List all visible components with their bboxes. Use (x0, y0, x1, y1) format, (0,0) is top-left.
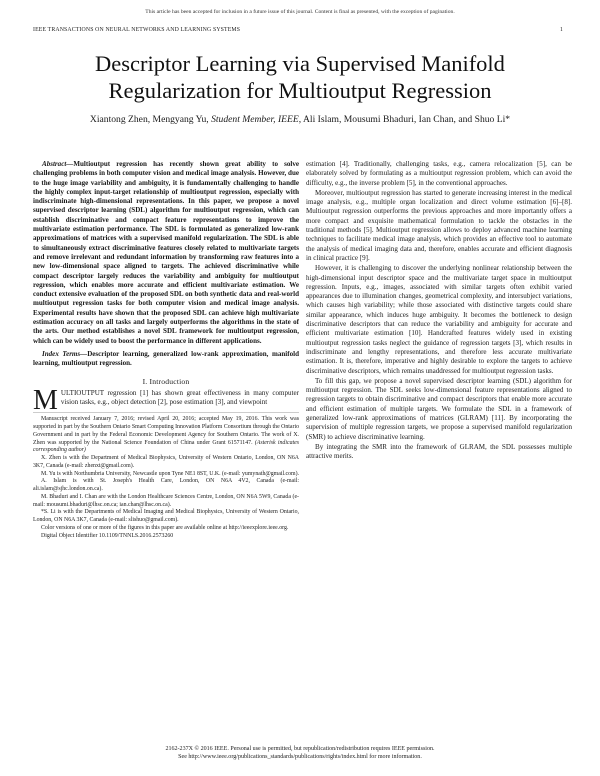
footnote-yu: M. Yu is with Northumbria University, Newcastle upon Tyne NE1 8ST, U.K. (e-mail: yumynath@gmail.com). (41, 470, 299, 477)
authors-membership: Student Member, IEEE (211, 114, 299, 125)
footnote-doi: Digital Object Identifier 10.1109/TNNLS.2016.2573260 (41, 532, 174, 539)
footnote-asterisk-note: (Asterisk indicates corresponding author) (33, 439, 299, 454)
authors-part-2: , Ali Islam, Mousumi Bhaduri, Ian Chan, and Shuo Li* (298, 114, 511, 125)
copyright-line-1: 2162-237X © 2016 IEEE. Personal use is permitted, but republication/redistribution requires IEEE permission. (165, 746, 435, 752)
intro-first-paragraph (33, 384, 299, 416)
footnote-received-text: Manuscript received January 7, 2016; revised April 20, 2016; accepted May 19, 2016. This work was supported in part by the Southern Ontario Smart Computing Innovation Platform Consortium through the Ontario Government and in part by the Federal Economic Development Agency for Southern Ontario. The work of X. Zhen was supported by the National Science Foundation of China under Grant 61571147. (33, 416, 299, 446)
footnote-li: *S. Li is with the Departments of Medical Imaging and Medical Biophysics, University of Western Ontario, London, ON N6A 3K7, Canada (e-mail: slishuo@gmail.com). (33, 509, 299, 524)
footnote-received (33, 416, 299, 455)
section-heading-introduction: I. Introduction (142, 376, 190, 386)
intro-first-text: ULTIOUTPUT regression [1] has shown great effectiveness in many computer vision tasks, e.g., object detection [2], pose estimation [3], and viewpoint (60, 388, 299, 407)
copyright-notice (0, 745, 600, 761)
abstract-label: Abstract— (42, 160, 74, 168)
right-column (306, 160, 572, 462)
footnotes (33, 412, 299, 540)
journal-name: IEEE TRANSACTIONS ON NEURAL NETWORKS AND LEARNING SYSTEMS (33, 27, 241, 33)
title-line-2: Regularization for Multioutput Regression (108, 78, 492, 103)
body-paragraph-5: By integrating the SMR into the framework of GLRAM, the SDL possesses multiple attractive merits. (306, 442, 572, 461)
paper-title (20, 50, 580, 104)
footnote-bhaduri-chan: M. Bhaduri and I. Chan are with the London Healthcare Sciences Centre, London, ON N6A 5W9, Canada (e-mail: mousumi.bhaduri@lhsc.on.ca; ian.chan@lhsc.on.ca). (33, 493, 299, 508)
copyright-line-2: See http://www.ieee.org/publications_standards/publications/rights/index.html for more information. (178, 754, 422, 760)
index-terms (33, 350, 299, 369)
footnote-islam: A. Islam is with St. Joseph's Health Care, London, ON N6A 4V2, Canada (e-mail: ali.islam@sjhc.london.on.ca). (33, 478, 299, 493)
title-line-1: Descriptor Learning via Supervised Manifold (95, 51, 505, 76)
footnote-zhen: X. Zhen is with the Department of Medical Biophysics, University of Western Ontario, London, ON N6A 3K7, Canada (e-mail: zhenxt@gmail.com). (33, 455, 299, 469)
index-terms-text: Descriptor learning, generalized low-rank approximation, manifold learning, multioutput regression. (33, 349, 299, 368)
footnote-color: Color versions of one or more of the figures in this paper are available online at http://ieeexplore.ieee.org. (41, 524, 289, 531)
body-paragraph-3: However, it is challenging to discover the underlying nonlinear relationship between the high-dimensional input descriptor space and the multivariate target space in multioutput regression. Inputs, e.g., images, associated with similar targets often exhibit varied appearances due to illumination changes, geometrical complexity, and intersubject variations, which causes high variability; while those associated with distinctive targets could share similar appearance, which induces huge ambiguity. It becomes the bottleneck to design discriminative descriptors that can reduce the variability and ambiguity for accurate and efficient multivariate estimation [10]. Handcrafted features widely used in existing multioutput regression tasks neglect the guidance of regression targets [3], which results in indiscriminate and lengthy representations, and therefore less accurate multivariate estimation. It is, therefore, imperative and highly desirable to explore the targets to achieve discriminative descriptors, which remains unaddressed for multioutput regression tasks. (306, 264, 572, 375)
index-terms-label: Index Terms— (42, 349, 88, 358)
running-head (33, 27, 563, 33)
abstract-text: Multioutput regression has recently shown great ability to solve challenging problems in both computer vision and medical image analysis. However, due to the huge image variability and ambiguity, it is fundamentally challenging to handle the highly complex input-target relationship of multioutput regression, especially with indiscriminate high-dimensional representations. In this paper, we propose a novel supervised descriptor learning (SDL) algorithm for multioutput regression, which can establish discriminative and compact feature representations to improve the multivariate estimation performance. The SDL is formulated as generalized low-rank approximations of matrices with a supervised manifold regularization. The SDL is able to simultaneously extract discriminative features closely related to multivariate targets and remove irrelevant and redundant information by transforming raw features into a new low-dimensional space aligned to targets. The achieved discriminative while compact descriptor largely reduces the variability and ambiguity for multioutput regression, which enables more accurate and efficient multivariate estimation. We conduct extensive evaluation of the proposed SDL on both synthetic data and real-world multioutput regression tasks for both computer vision and medical image analysis. Experimental results have shown that the proposed SDL can achieve high multivariate estimation accuracy on all tasks and largely outperforms the algorithms in the state of the arts. Our method establishes a novel SDL framework for multioutput regression, which can be widely used to boost the performance in different applications. (33, 160, 299, 345)
acceptance-notice: This article has been accepted for inclusion in a future issue of this journal. Content is final as presented, with the exception of pagination. (145, 9, 455, 15)
abstract (33, 160, 299, 346)
body-paragraph-4: To fill this gap, we propose a novel supervised descriptor learning (SDL) algorithm for multioutput regression. The SDL seeks low-dimensional feature representations aligned to regression targets to obtain discriminative and compact descriptors that enable more accurate and efficient estimation of multiple targets. We formulate the SDL in a framework of generalized low-rank approximations of matrices (GLRAM) [11]. By incorporating the supervision of multiple regression targets, we propose a supervised manifold regularization (SMR) to achieve discriminative learning. (306, 376, 572, 441)
page-number: 1 (559, 27, 563, 33)
body-paragraph-2: Moreover, multioutput regression has started to generate increasing interest in the medical image analysis, e.g., multiple organ localization and direct volume estimation [6]–[8]. Multioutput regression outperforms the previous approaches and more importantly offers a more compact and exquisite mathematical formulation to tackle the obstacles in the traditional methods [5]. Multioutput regression allows to deploy advanced machine learning techniques to facilitate medical image analysis, which provides an effective tool to automate the analysis of medical imaging data and, therefore, enables accurate and efficient diagnosis in clinical practice [9]. (306, 188, 572, 262)
drop-cap: M (33, 384, 58, 416)
body-paragraph-1: estimation [4]. Traditionally, challenging tasks, e.g., camera relocalization [5], can be elaborately solved by formulating as a multioutput regression problem, which can avoid the difficulty, e.g., the inverse problem [5], in the conventional approaches. (306, 160, 572, 187)
left-column (33, 160, 299, 540)
authors-part-1: Xiantong Zhen, Mengyang Yu, (89, 114, 212, 125)
author-list (20, 114, 580, 125)
